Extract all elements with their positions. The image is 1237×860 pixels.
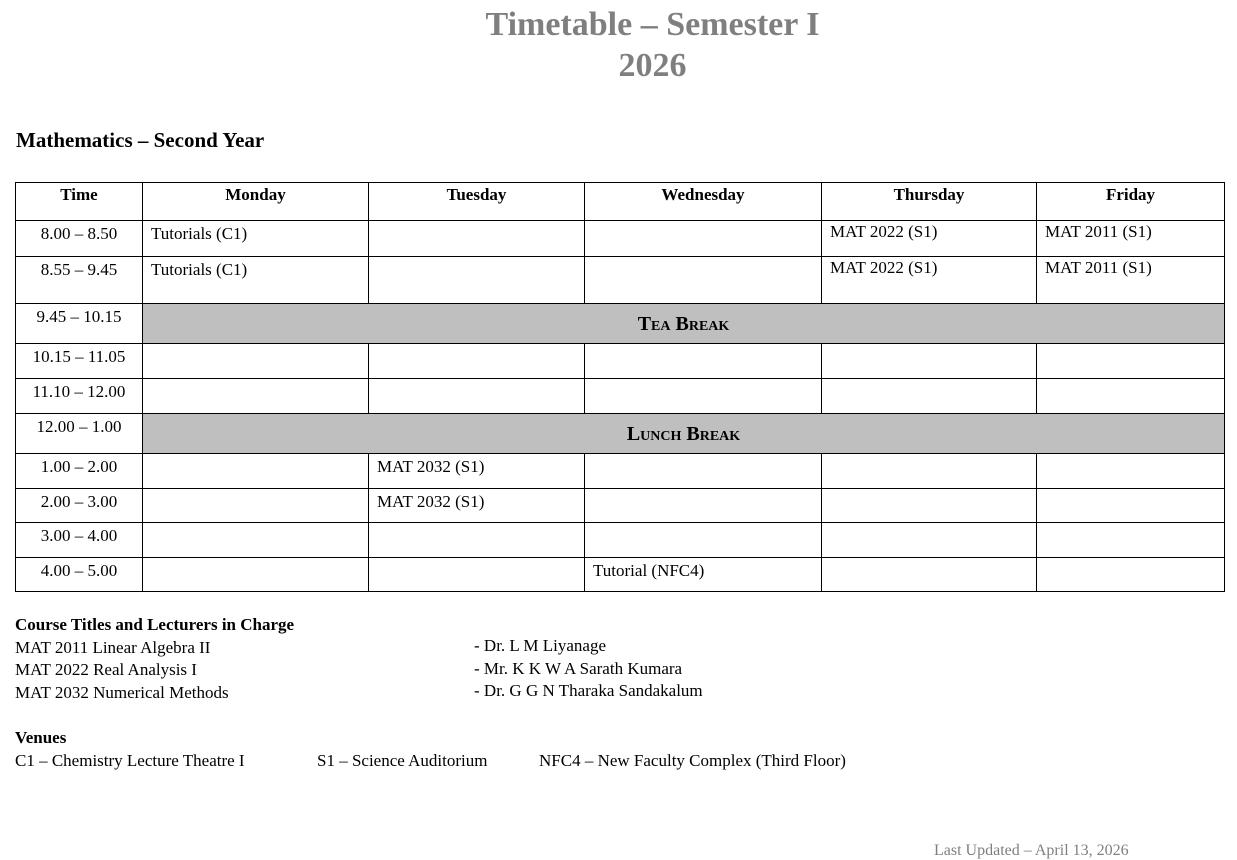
time-cell: 8.00 – 8.50 — [16, 221, 143, 257]
table-row — [16, 344, 1225, 379]
monday-cell: Tutorials (C1) — [143, 257, 369, 304]
header-wednesday: Wednesday — [585, 183, 822, 221]
table-row — [16, 257, 1225, 304]
timetable — [15, 182, 1225, 592]
header-monday: Monday — [143, 183, 369, 221]
tuesday-cell: MAT 2032 (S1) — [369, 454, 585, 489]
friday-cell — [1037, 558, 1225, 592]
time-cell: 1.00 – 2.00 — [16, 454, 143, 489]
thursday-cell — [822, 379, 1037, 414]
timetable-header-row — [16, 183, 1225, 221]
thursday-cell: MAT 2022 (S1) — [822, 221, 1037, 257]
course-title: MAT 2011 Linear Algebra II — [15, 637, 211, 657]
venue-item: C1 – Chemistry Lecture Theatre I — [15, 750, 245, 770]
monday-cell: Tutorials (C1) — [143, 221, 369, 257]
monday-cell — [143, 454, 369, 489]
title-line-2: 2026 — [618, 47, 687, 84]
tuesday-cell — [369, 558, 585, 592]
time-cell: 2.00 – 3.00 — [16, 489, 143, 523]
header-thursday: Thursday — [822, 183, 1037, 221]
friday-cell: MAT 2011 (S1) — [1037, 221, 1225, 257]
course-list-heading: Course Titles and Lecturers in Charge — [15, 615, 295, 634]
lunch-break-cell: Lunch Break — [143, 414, 1225, 454]
table-row — [16, 558, 1225, 592]
friday-cell — [1037, 454, 1225, 489]
tuesday-cell — [369, 344, 585, 379]
title-line-1: Timetable – Semester I — [485, 6, 820, 43]
header-time: Time — [16, 183, 143, 221]
wednesday-cell — [585, 257, 822, 304]
last-updated: Last Updated – April 13, 2026 — [934, 842, 1129, 859]
thursday-cell: MAT 2022 (S1) — [822, 257, 1037, 304]
venues-section — [15, 727, 846, 772]
friday-cell — [1037, 523, 1225, 558]
course-list — [15, 614, 294, 704]
time-cell: 3.00 – 4.00 — [16, 523, 143, 558]
tuesday-cell — [369, 523, 585, 558]
table-row — [16, 304, 1225, 344]
wednesday-cell — [585, 344, 822, 379]
lecturer-name: - Dr. G G N Tharaka Sandakalum — [474, 681, 703, 700]
venue-item: S1 – Science Auditorium — [317, 750, 488, 770]
lecturer-name: - Mr. K K W A Sarath Kumara — [474, 658, 683, 678]
monday-cell — [143, 344, 369, 379]
time-cell: 8.55 – 9.45 — [16, 257, 143, 304]
friday-cell: MAT 2011 (S1) — [1037, 257, 1225, 304]
venue-item: NFC4 – New Faculty Complex (Third Floor) — [539, 750, 846, 770]
table-row — [16, 414, 1225, 454]
tuesday-cell — [369, 221, 585, 257]
table-row — [16, 454, 1225, 489]
friday-cell — [1037, 489, 1225, 523]
header-tuesday: Tuesday — [369, 183, 585, 221]
monday-cell — [143, 379, 369, 414]
monday-cell — [143, 489, 369, 523]
wednesday-cell — [585, 454, 822, 489]
time-cell: 9.45 – 10.15 — [16, 304, 143, 344]
course-title: MAT 2032 Numerical Methods — [15, 682, 229, 702]
time-cell: 11.10 – 12.00 — [16, 379, 143, 414]
program-subtitle: Mathematics – Second Year — [16, 128, 265, 152]
lecturer-name: - Dr. L M Liyanage — [474, 636, 607, 655]
thursday-cell — [822, 344, 1037, 379]
table-row — [16, 489, 1225, 523]
time-cell: 10.15 – 11.05 — [16, 344, 143, 379]
thursday-cell — [822, 489, 1037, 523]
monday-cell — [143, 523, 369, 558]
friday-cell — [1037, 379, 1225, 414]
header-friday: Friday — [1037, 183, 1225, 221]
time-cell: 12.00 – 1.00 — [16, 414, 143, 454]
tuesday-cell: MAT 2032 (S1) — [369, 489, 585, 523]
document-title — [0, 4, 1237, 86]
wednesday-cell — [585, 221, 822, 257]
course-title: MAT 2022 Real Analysis I — [15, 660, 197, 679]
thursday-cell — [822, 454, 1037, 489]
monday-cell — [143, 558, 369, 592]
venues-heading: Venues — [15, 728, 67, 747]
thursday-cell — [822, 523, 1037, 558]
time-cell: 4.00 – 5.00 — [16, 558, 143, 592]
wednesday-cell — [585, 489, 822, 523]
wednesday-cell: Tutorial (NFC4) — [585, 558, 822, 592]
friday-cell — [1037, 344, 1225, 379]
thursday-cell — [822, 558, 1037, 592]
tea-break-cell: Tea Break — [143, 304, 1225, 344]
tuesday-cell — [369, 379, 585, 414]
lecturer-list — [474, 635, 703, 703]
wednesday-cell — [585, 523, 822, 558]
wednesday-cell — [585, 379, 822, 414]
venues-row — [15, 750, 846, 773]
tuesday-cell — [369, 257, 585, 304]
table-row — [16, 379, 1225, 414]
table-row — [16, 221, 1225, 257]
table-row — [16, 523, 1225, 558]
